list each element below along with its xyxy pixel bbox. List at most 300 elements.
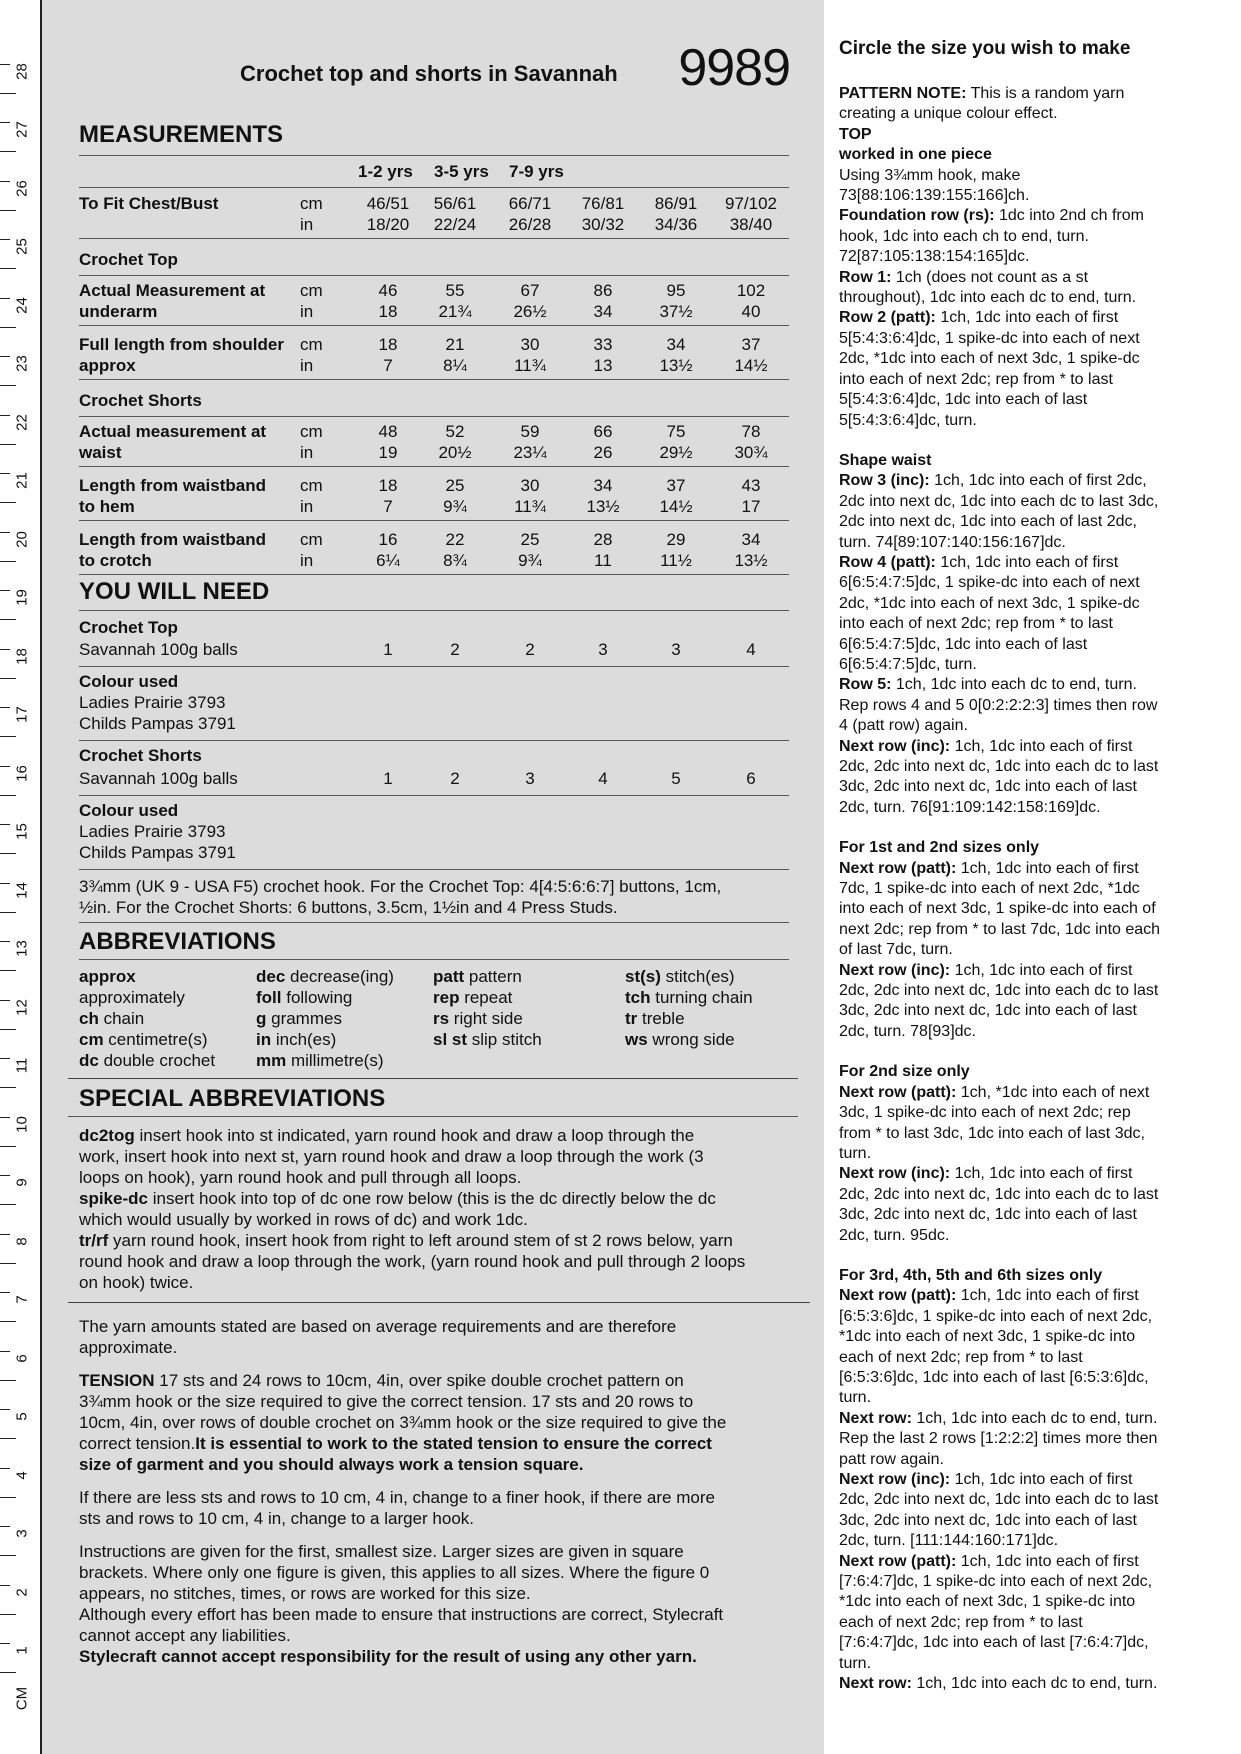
ruler-tick-minor	[0, 883, 10, 884]
ruler-number: 1	[13, 1646, 31, 1655]
row-4	[839, 573, 1204, 593]
colour-used-heading: Colour used	[79, 672, 179, 691]
divider	[79, 610, 789, 611]
special-definition: which would usually by worked in rows of dc) and work 1dc.	[79, 1210, 528, 1229]
unit-label: cm	[300, 281, 323, 300]
using-hook-text: Using 3¾mm hook, make	[839, 166, 1021, 184]
ruler-tick-major	[0, 502, 16, 503]
next-row-inc-label: Next row (inc):	[839, 737, 951, 755]
unit-label: cm	[300, 530, 323, 549]
abbreviation-term: cm	[79, 1030, 104, 1049]
abbreviation-term: mm	[256, 1051, 287, 1070]
row-2-text: 1ch, 1dc into each of first	[935, 309, 1119, 327]
next-row-inc-text: 2dc, 2dc into next dc, 1dc into each dc to last	[839, 1491, 1159, 1509]
cell-value: 17	[741, 497, 761, 516]
row-3	[839, 533, 1204, 553]
abbreviation-meaning: grammes	[266, 1009, 342, 1028]
next-row-patt-text: 1ch, 1dc into each of first	[956, 859, 1139, 877]
next-row-inc-label: Next row (inc):	[839, 961, 951, 979]
section-top: TOP	[839, 125, 872, 143]
next-row-patt-text: 1ch, 1dc into each of first	[956, 1287, 1139, 1305]
cell-value: 34	[666, 335, 686, 354]
third-sixth-sizes-heading: For 3rd, 4th, 5th and 6th sizes only	[839, 1266, 1103, 1284]
ruler-tick-minor	[0, 1351, 10, 1352]
next-row-patt-label: Next row (patt):	[839, 1083, 957, 1101]
ball-count: 5	[671, 769, 681, 788]
pattern-number: 9989	[678, 39, 790, 97]
cell-value: 46	[378, 281, 398, 300]
next-row-patt-text: of last 7dc, turn.	[839, 941, 953, 959]
row-1-label: Row 1:	[839, 268, 892, 286]
next-row-patt-text: [6:5:3:6]dc, 1 spike-dc into each of next 2dc,	[839, 1307, 1153, 1325]
cell-value: 13½	[586, 497, 620, 516]
age-header-1: 1-2 yrs	[358, 162, 413, 181]
ruler-tick-minor	[0, 532, 10, 533]
abbreviation-term: sl st	[433, 1030, 468, 1049]
ball-count: 2	[450, 640, 460, 659]
divider	[68, 1302, 810, 1303]
next-row-patt	[839, 879, 1204, 899]
next-row-inc-text: 2dc, 2dc into next dc, 1dc into each dc to last	[839, 1185, 1159, 1203]
childs-colour: Childs Pampas 3791	[79, 843, 236, 862]
tension-text: 3¾mm hook or the size required to give the correct tension. 17 sts and 20 rows to	[79, 1392, 694, 1411]
row-4	[839, 635, 1204, 655]
next-row-patt	[839, 1368, 1204, 1388]
cell-value: 11	[594, 551, 612, 570]
abbreviation-term: approx	[79, 967, 136, 986]
unit-label: in	[300, 497, 314, 516]
ruler-number: 6	[13, 1353, 31, 1363]
unit-label: cm	[300, 194, 323, 213]
abbreviation-item	[625, 1008, 685, 1029]
divider	[79, 238, 789, 239]
cell-value: 19	[378, 443, 398, 462]
next-row-patt-text: 7dc, 1 spike-dc into each of next 2dc, *1dc	[839, 880, 1140, 898]
next-row-patt-text: each of next 2dc; rep from * to last	[839, 1613, 1083, 1631]
next-row-patt	[839, 1613, 1204, 1633]
next-row-patt-label: Next row (patt):	[839, 1287, 957, 1305]
ruler-tick-major	[0, 970, 16, 971]
measurement-label: to crotch	[79, 551, 152, 570]
cell-value: 11½	[660, 551, 692, 570]
measurement-label: To Fit Chest/Bust	[79, 194, 219, 213]
tension-text: 17 sts and 24 rows to 10cm, 4in, over spike double crochet pattern on	[154, 1371, 684, 1390]
ruler-tick-major	[0, 1087, 16, 1088]
tension-text: 10cm, 4in, over rows of double crochet on 3¾mm hook or the size required to give the	[79, 1413, 727, 1432]
abbreviation-item	[256, 966, 394, 987]
cell-value: 21¾	[438, 302, 472, 321]
next-row-patt	[839, 1348, 1204, 1368]
ball-count: 4	[598, 769, 608, 788]
ruler-tick-major	[0, 678, 16, 679]
note-line: Although every effort has been made to ensure that instructions are correct, Stylecraft	[79, 1605, 724, 1624]
note-line: cannot accept any liabilities.	[79, 1626, 291, 1645]
age-header-3: 7-9 yrs	[509, 162, 564, 181]
measurements-heading: MEASUREMENTS	[79, 121, 284, 148]
cell-value: 13½	[659, 356, 693, 375]
second-size-heading: For 2nd size only	[839, 1063, 970, 1081]
age-header-2: 3-5 yrs	[434, 162, 489, 181]
ruler-number: 19	[13, 589, 31, 606]
row-5	[839, 675, 1204, 695]
ruler-tick-major	[0, 1497, 16, 1498]
title-text: Crochet top and shorts in Savannah	[240, 61, 618, 86]
cell-value: 30	[520, 335, 540, 354]
special-definition: insert hook into st indicated, yarn round hook and draw a loop through the	[134, 1126, 695, 1145]
abbreviation-meaning: pattern	[464, 967, 522, 986]
cell-value: 30¾	[734, 443, 768, 462]
cell-value: 55	[445, 281, 465, 300]
next-row	[839, 1429, 1204, 1449]
ruler-tick-major	[0, 1204, 16, 1205]
cell-value: 52	[445, 422, 465, 441]
special-definition: yarn round hook, insert hook from right to left around stem of st 2 rows below, yarn	[108, 1231, 733, 1250]
cell-value: 28	[593, 530, 613, 549]
divider	[79, 922, 789, 923]
next-row-inc	[839, 1511, 1204, 1531]
tension-line	[79, 1412, 726, 1433]
cell-value: 34	[593, 302, 613, 321]
row-3-text: turn. 74[89:107:140:156:167]dc.	[839, 533, 1066, 551]
cell-value: 34	[741, 530, 761, 549]
abbreviation-item	[256, 1050, 384, 1071]
next-row-text: 1ch, 1dc into each dc to end, turn.	[911, 1675, 1158, 1693]
next-row-patt-text: 1ch, *1dc into each of next	[956, 1083, 1150, 1101]
cell-value: 48	[378, 422, 398, 441]
cell-value: 46/51	[366, 194, 410, 213]
row-2-text: 5[5:4:3:6:4]dc, 1dc into each of last	[839, 391, 1088, 409]
cell-value: 30/32	[581, 215, 625, 234]
next-row-inc-text: 1ch, 1dc into each of first	[950, 1471, 1133, 1488]
ball-count: 3	[525, 769, 535, 788]
cell-value: 86	[593, 281, 613, 300]
row-2	[839, 308, 1204, 328]
unit-label: in	[300, 215, 314, 234]
ball-count: 6	[746, 769, 756, 788]
row-2	[839, 349, 1204, 369]
pattern-note-label: PATTERN NOTE:	[839, 85, 967, 102]
cell-value: 9¾	[518, 551, 542, 570]
next-row-patt-text: turn.	[839, 1144, 872, 1162]
ruler-tick-minor	[0, 941, 10, 942]
abbreviation-item	[433, 1008, 523, 1029]
abbreviation-item	[433, 966, 522, 987]
ruler-tick-minor	[0, 64, 10, 65]
abbreviation-meaning: decrease(ing)	[285, 967, 394, 986]
pattern-note	[839, 104, 1204, 124]
ruler-tick-major	[0, 1555, 16, 1556]
note-line: If there are less sts and rows to 10 cm, 4 in, change to a finer hook, if there are more	[79, 1488, 715, 1507]
next-row-inc	[839, 1001, 1204, 1021]
cell-value: 95	[666, 281, 686, 300]
abbreviation-term: ch	[79, 1009, 99, 1028]
special-definition: round hook and draw a loop through the work, (yarn round hook and pull through 2 loops	[79, 1252, 746, 1271]
special-abbreviation-line	[79, 1272, 193, 1293]
divider	[79, 574, 789, 575]
cell-value: 59	[520, 422, 540, 441]
next-row-inc-text: 2dc, 2dc into next dc, 1dc into each dc to last	[839, 758, 1159, 775]
ruler-number: 16	[13, 764, 31, 782]
ruler-tick-major	[0, 268, 16, 269]
note-line: appears, no stitches, times, or rows are worked for this size.	[79, 1584, 531, 1603]
cell-value: 13½	[734, 551, 768, 570]
note-line: sts and rows to 10 cm, 4 in, change to a larger hook.	[79, 1509, 474, 1528]
special-definition: insert hook into top of dc one row below (this is the dc directly below the dc	[147, 1189, 716, 1208]
ruler-tick-minor	[0, 415, 10, 416]
next-row-inc	[839, 1205, 1204, 1225]
abbreviation-term: dec	[256, 967, 286, 986]
ruler-tick-major	[0, 151, 16, 152]
cell-value: 29½	[659, 443, 693, 462]
ruler-tick-major	[0, 210, 16, 211]
cell-value: 37	[666, 476, 686, 495]
foundation-row	[839, 247, 1204, 267]
measurement-label: to hem	[79, 497, 135, 516]
cm-ruler	[0, 0, 42, 1754]
abbreviation-term: st(s)	[625, 967, 661, 986]
next-row-inc-label: Next row (inc):	[839, 1165, 951, 1183]
row-1-text: 1ch (does not count as a st	[891, 268, 1089, 286]
ruler-number: 13	[13, 940, 31, 957]
ruler-number: 23	[13, 355, 31, 372]
row-4-text: 6[6:5:4:7:5]dc, turn.	[839, 655, 977, 673]
note-line: brackets. Where only one figure is given, this applies to all sizes. Where the figure 0	[79, 1563, 710, 1582]
row-3-label: Row 3 (inc):	[839, 472, 930, 490]
cell-value: 40	[741, 302, 761, 321]
foundation-row	[839, 206, 1204, 226]
divider	[79, 666, 789, 667]
ruler-tick-major	[0, 1672, 16, 1673]
cell-value: 7	[383, 497, 393, 516]
next-row-inc-text: 2dc, turn. 95dc.	[839, 1226, 950, 1244]
abbreviation-term: tr	[625, 1009, 638, 1028]
cell-value: 11¾	[514, 356, 546, 375]
row-4-text: 2dc, *1dc into each of next 3dc, 1 spike-dc	[839, 594, 1140, 612]
row-2	[839, 411, 1204, 431]
cell-value: 22	[445, 530, 465, 549]
next-row-inc-text: 1ch, 1dc into each of first	[950, 1165, 1133, 1183]
tension-line	[79, 1370, 684, 1391]
ruler-tick-minor	[0, 1000, 10, 1001]
ruler-tick-minor	[0, 1117, 10, 1118]
foundation-row-text: 1dc into 2nd ch from	[994, 207, 1144, 225]
ruler-tick-major	[0, 385, 16, 386]
abbreviation-meaning: following	[281, 988, 353, 1007]
special-term: dc2tog	[79, 1126, 135, 1145]
abbreviation-meaning: chain	[98, 1009, 145, 1028]
ruler-tick-major	[0, 93, 16, 94]
ball-count: 1	[383, 769, 393, 788]
ruler-tick-major	[0, 619, 16, 620]
cell-value: 75	[666, 422, 686, 441]
measurement-label: Length from waistband	[79, 530, 266, 549]
worked-in-one-piece: worked in one piece	[839, 146, 992, 164]
using-hook	[839, 186, 1204, 206]
cell-value: 97/102	[725, 194, 777, 213]
ruler-number: 26	[13, 179, 31, 197]
ruler-tick-major	[0, 912, 16, 913]
ruler-tick-major	[0, 561, 16, 562]
cell-value: 37	[741, 335, 761, 354]
divider	[79, 275, 789, 276]
abbreviation-meaning: repeat	[459, 988, 513, 1007]
special-definition: on hook) twice.	[79, 1273, 194, 1292]
next-row-patt-text: *1dc into each of next 3dc, 1 spike-dc into	[839, 1328, 1136, 1346]
ruler-number: 11	[13, 1057, 31, 1074]
cell-value: 76/81	[581, 194, 625, 213]
ruler-tick-minor	[0, 1643, 10, 1644]
cell-value: 13	[593, 356, 613, 375]
next-row-inc-label: Next row (inc):	[839, 1471, 951, 1488]
row-5-text: 1ch, 1dc into each dc to end, turn.	[891, 676, 1137, 694]
abbreviation-meaning: centimetre(s)	[103, 1030, 208, 1049]
next-row-inc	[839, 1164, 1204, 1184]
next-row-inc	[839, 1022, 1204, 1042]
row-1-text: throughout), 1dc into each dc to end, turn.	[839, 289, 1137, 307]
row-4-text: 6[6:5:4:7:5]dc, 1 spike-dc into each of next	[839, 574, 1140, 592]
next-row-patt	[839, 1103, 1204, 1123]
cell-value: 86/91	[654, 194, 698, 213]
next-row-patt-text: *1dc into each of next 3dc, 1 spike-dc into	[839, 1593, 1136, 1611]
disclaimer: Stylecraft cannot accept responsibility for the result of using any other yarn.	[79, 1647, 697, 1666]
special-abbreviation-line	[79, 1125, 694, 1146]
abbreviation-meaning: right side	[449, 1009, 523, 1028]
next-row-inc	[839, 798, 1204, 818]
next-row-patt	[839, 1633, 1204, 1653]
ruler-number: 9	[13, 1178, 31, 1187]
cell-value: 11¾	[514, 497, 546, 516]
next-row-patt-text: [6:5:3:6]dc, 1dc into each of last [6:5:3:6]dc,	[839, 1368, 1149, 1386]
row-2	[839, 370, 1204, 390]
cell-value: 26	[593, 443, 613, 462]
cell-value: 26/28	[508, 215, 552, 234]
cell-value: 20½	[438, 443, 472, 462]
next-row-inc-text: 3dc, 2dc into next dc, 1dc into each of last	[839, 1511, 1137, 1529]
ruler-tick-major	[0, 444, 16, 445]
pattern-note-text: This is a random yarn	[966, 85, 1125, 102]
divider	[79, 187, 789, 188]
next-row-inc	[839, 777, 1204, 797]
next-row-inc-text: 1ch, 1dc into each of first	[950, 737, 1133, 755]
abbreviation-term: rep	[433, 988, 460, 1007]
right-heading: Circle the size you wish to make	[839, 38, 1131, 59]
foundation-row-text: hook, 1dc into each ch to end, turn.	[839, 227, 1089, 245]
special-term: tr/rf	[79, 1231, 109, 1250]
special-abbreviation-line	[79, 1230, 733, 1251]
spacer	[839, 818, 1204, 838]
row-3	[839, 471, 1204, 491]
ruler-number: 5	[13, 1412, 31, 1421]
next-row-inc	[839, 981, 1204, 1001]
next-row	[839, 1409, 1204, 1429]
next-row-patt-label: Next row (patt):	[839, 859, 957, 877]
cell-value: 8¼	[443, 356, 467, 375]
special-abbreviation-line	[79, 1167, 521, 1188]
next-row-patt	[839, 920, 1204, 940]
ruler-tick-major	[0, 1438, 16, 1439]
note-line: Instructions are given for the first, smallest size. Larger sizes are given in square	[79, 1542, 684, 1561]
ruler-tick-minor	[0, 473, 10, 474]
spacer	[839, 1042, 1204, 1062]
row-4	[839, 614, 1204, 634]
next-row-inc-text: 2dc, turn. 76[91:109:142:158:169]dc.	[839, 798, 1101, 816]
ball-count: 2	[525, 640, 535, 659]
special-definition: work, insert hook into next st, yarn round hook and draw a loop through the work (3	[79, 1147, 704, 1166]
abbreviation-meaning: millimetre(s)	[286, 1051, 384, 1070]
childs-colour: Childs Pampas 3791	[79, 714, 236, 733]
cell-value: 9¾	[443, 497, 467, 516]
ruler-unit-label: CM	[13, 1686, 31, 1711]
you-will-need-heading: YOU WILL NEED	[79, 578, 270, 605]
ruler-number: 7	[13, 1295, 31, 1304]
measurement-label: underarm	[79, 302, 158, 321]
abbreviation-item	[625, 1029, 735, 1050]
abbreviation-term: patt	[433, 967, 465, 986]
row-3-text: 2dc into next dc, 1dc into each of last 2dc,	[839, 513, 1137, 531]
divider	[79, 416, 789, 417]
cell-value: 38/40	[729, 215, 773, 234]
row-5-text: Rep rows 4 and 5 0[0:2:2:2:3] times then row	[839, 696, 1158, 714]
abbreviation-item	[625, 987, 753, 1008]
cell-value: 26½	[513, 302, 547, 321]
ruler-number: 21	[13, 472, 31, 489]
divider	[79, 155, 789, 156]
next-row-text: 1ch, 1dc into each dc to end, turn.	[911, 1409, 1158, 1427]
tension-text: correct tension.	[79, 1434, 196, 1453]
next-row-patt-label: Next row (patt):	[839, 1552, 957, 1570]
tension-line	[79, 1433, 712, 1454]
ruler-number: 4	[13, 1470, 31, 1480]
cell-value: 33	[593, 335, 613, 354]
unit-label: in	[300, 356, 314, 375]
next-row-inc	[839, 737, 1204, 757]
special-abbreviation-line	[79, 1209, 528, 1230]
abbreviation-item	[79, 1029, 208, 1050]
abbreviation-meaning: turning chain	[650, 988, 753, 1007]
ball-count: 3	[671, 640, 681, 659]
row-2-text: into each of next 2dc; rep from * to last	[839, 370, 1113, 388]
next-row-patt	[839, 940, 1204, 960]
abbreviation-item	[433, 987, 512, 1008]
ruler-tick-major	[0, 1321, 16, 1322]
ruler-number: 10	[13, 1115, 31, 1133]
cell-value: 37½	[659, 302, 693, 321]
next-row-inc	[839, 1490, 1204, 1510]
spacer	[839, 1246, 1204, 1266]
ruler-number: 2	[13, 1587, 31, 1597]
next-row-patt	[839, 1144, 1204, 1164]
measurement-label: approx	[79, 356, 136, 375]
abbreviations-heading: ABBREVIATIONS	[79, 928, 276, 955]
unit-label: cm	[300, 335, 323, 354]
abbreviation-meaning: stitch(es)	[660, 967, 735, 986]
ruler-number: 25	[13, 238, 31, 255]
ruler-tick-minor	[0, 1058, 10, 1059]
ruler-tick-major	[0, 1614, 16, 1615]
divider	[79, 379, 789, 380]
measurement-label: Actual measurement at	[79, 422, 267, 441]
note-line: approximate.	[79, 1338, 178, 1357]
using-hook	[839, 166, 1204, 186]
special-abbreviations-heading: SPECIAL ABBREVIATIONS	[79, 1085, 386, 1112]
abbreviation-term: ws	[625, 1030, 648, 1049]
cell-value: 14½	[659, 497, 693, 516]
cell-value: 25	[445, 476, 465, 495]
tension-label: TENSION	[79, 1371, 155, 1390]
ruler-tick-minor	[0, 1234, 10, 1235]
ruler-tick-major	[0, 1380, 16, 1381]
shape-waist-heading: Shape waist	[839, 451, 932, 469]
